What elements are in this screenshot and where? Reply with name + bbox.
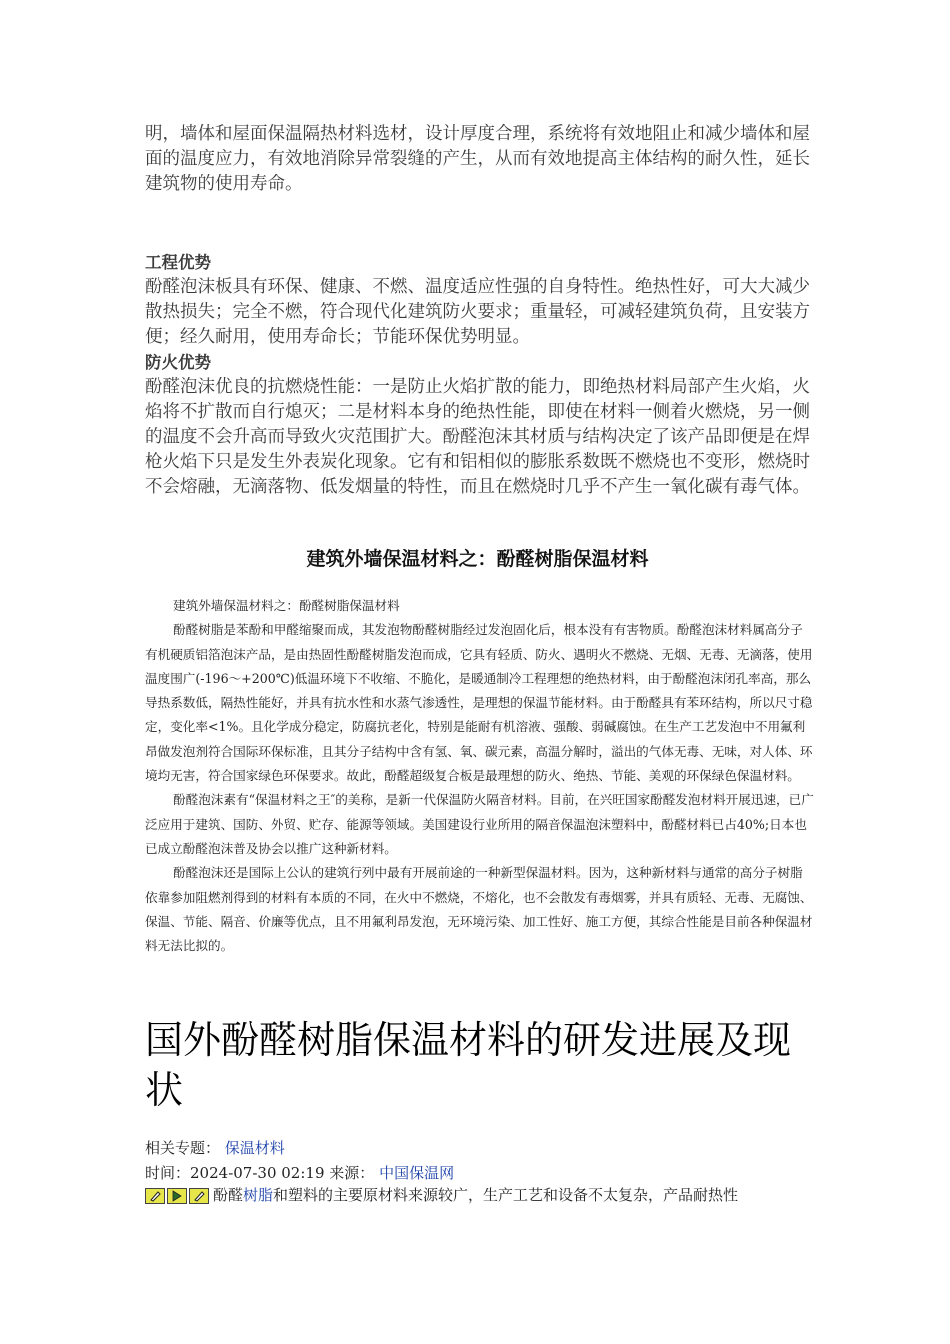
topic-label: 相关专题： — [145, 1139, 221, 1157]
topic-row — [145, 1136, 825, 1161]
time-label: 时间： — [145, 1164, 191, 1182]
article-body — [145, 594, 815, 958]
section-body-fire: 酚醛泡沫优良的抗燃烧性能：一是防止火焰扩散的能力，即绝热材料局部产生火焰，火焰将不扩散而自行熄灭；二是材料本身的绝热性能，即使在材料一侧着火燃烧，另一侧的温度不会升高而导致火灾范围扩大。酚醛泡沫其材质与结构决定了该产品即便是在焊枪火焰下只是发生外表炭化现象。它有和铝相似的膨胀系数既不燃烧也不变形，燃烧时不会熔融，无滴落物、低发烟量的特性，而且在燃烧时几乎不产生一氧化碳有毒气体。 — [145, 377, 810, 497]
time-value: 2024-07-30 02:19 — [190, 1164, 325, 1182]
edit-icon[interactable] — [145, 1188, 165, 1204]
article-first-line — [145, 1183, 825, 1208]
source-link[interactable]: 中国保温网 — [379, 1164, 455, 1182]
play-icon[interactable] — [167, 1188, 187, 1204]
intro-paragraph: 明，墙体和屋面保温隔热材料选材，设计厚度合理，系统将有效地阻止和减少墙体和屋面的温度应力，有效地消除异常裂缝的产生，从而有效地提高主体结构的耐久性，延长建筑物的使用寿命。 — [145, 124, 810, 194]
section-heading-engineering: 工程优势 — [145, 253, 211, 272]
article-paragraph: 酚醛树脂是苯酚和甲醛缩聚而成，其发泡物酚醛树脂经过发泡固化后，根本没有有害物质。酚醛泡沫材料属高分子有机硬质铝箔泡沫产品，是由热固性酚醛树脂发泡而成，它具有轻质、防火、遇明火不燃烧、无烟、无毒、无滴落，使用温度围广(-196～+200℃)低温环境下不收缩、不脆化，是暖通制冷工程理想的绝热材料，由于酚醛泡沫闭孔率高，那么导热系数低，隔热性能好，并具有抗水性和水蒸气渗透性，是理想的保温节能材料。由于酚醛具有苯环结构，所以尺寸稳定，变化率<1%。且化学成分稳定，防腐抗老化，特别是能耐有机溶液、强酸、弱碱腐蚀。在生产工艺发泡中不用氟利昂做发泡剂符合国际环保标准，且其分子结构中含有氢、氧、碳元素，高温分解时，溢出的气体无毒、无味，对人体、环境均无害，符合国家绿色环保要求。故此，酚醛超级复合板是最理想的防火、绝热、节能、美观的环保绿色保温材料。 — [145, 622, 813, 784]
article-paragraph: 酚醛泡沫还是国际上公认的建筑行列中最有开展前途的一种新型保温材料。因为，这种新材料与通常的高分子树脂依靠参加阻燃剂得到的材料有本质的不同，在火中不燃烧，不熔化，也不会散发有毒烟雾，并具有质轻、无毒、无腐蚀、保温、节能、隔音、价廉等优点，且不用氟利昂发泡，无环境污染、加工性好、施工方便，其综合性能是目前各种保温材料无法比拟的。 — [145, 865, 813, 954]
article-meta — [145, 1136, 825, 1186]
edit-icon[interactable] — [189, 1188, 209, 1204]
toolbar-icons — [145, 1188, 211, 1204]
article-title: 建筑外墙保温材料之：酚醛树脂保温材料 — [306, 548, 649, 570]
source-label: 来源： — [324, 1164, 375, 1182]
section-body-engineering: 酚醛泡沫板具有环保、健康、不燃、温度适应性强的自身特性。绝热性好，可大大减少散热损失；完全不燃，符合现代化建筑防火要求；重量轻，可减轻建筑负荷，且安装方便；经久耐用，使用寿命长；节能环保优势明显。 — [145, 277, 810, 347]
article-paragraph: 酚醛泡沫素有“保温材料之王″的美称，是新一代保温防火隔音材料。目前，在兴旺国家酚醛发泡材料开展迅速，已广泛应用于建筑、国防、外贸、贮存、能源等领域。美国建设行业所用的隔音保温泡沫塑料中，酚醛材料已占40%;日本也已成立酚醛泡沫普及协会以推广这种新材料。 — [145, 792, 814, 856]
page-title: 国外酚醛树脂保温材料的研发进展及现状 — [145, 1018, 792, 1112]
topic-link[interactable]: 保温材料 — [224, 1139, 285, 1157]
resin-link[interactable]: 树脂 — [243, 1186, 274, 1204]
line-prefix: 酚醛 — [213, 1186, 244, 1204]
article-paragraph: 建筑外墙保温材料之：酚醛树脂保温材料 — [173, 598, 400, 613]
line-suffix: 和塑料的主要原材料来源较广，生产工艺和设备不太复杂，产品耐热性 — [273, 1186, 739, 1204]
advantages-block — [145, 250, 810, 500]
section-heading-fire: 防火优势 — [145, 353, 211, 372]
